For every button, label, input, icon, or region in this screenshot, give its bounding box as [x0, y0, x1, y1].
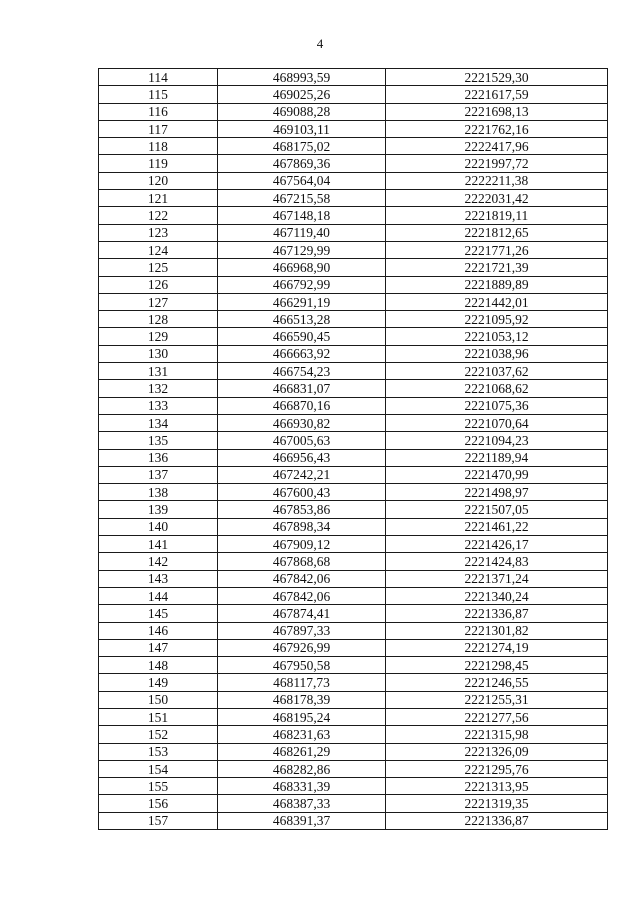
x-coordinate-cell: 467853,86 — [218, 501, 386, 518]
x-coordinate-cell: 466513,28 — [218, 311, 386, 328]
x-coordinate-cell: 467842,06 — [218, 570, 386, 587]
x-coordinate-cell: 466291,19 — [218, 293, 386, 310]
y-coordinate-cell: 2221498,97 — [386, 484, 608, 501]
table-row — [99, 812, 608, 829]
y-coordinate-cell: 2221461,22 — [386, 518, 608, 535]
point-number-cell: 134 — [99, 414, 218, 431]
point-number-cell: 114 — [99, 69, 218, 86]
y-coordinate-cell: 2221771,26 — [386, 241, 608, 258]
table-row — [99, 795, 608, 812]
table-row — [99, 587, 608, 604]
table-row — [99, 708, 608, 725]
point-number-cell: 152 — [99, 726, 218, 743]
x-coordinate-cell: 467897,33 — [218, 622, 386, 639]
y-coordinate-cell: 2221095,92 — [386, 311, 608, 328]
x-coordinate-cell: 468231,63 — [218, 726, 386, 743]
point-number-cell: 143 — [99, 570, 218, 587]
point-number-cell: 155 — [99, 778, 218, 795]
table-row — [99, 726, 608, 743]
point-number-cell: 133 — [99, 397, 218, 414]
point-number-cell: 142 — [99, 553, 218, 570]
table-row — [99, 86, 608, 103]
point-number-cell: 151 — [99, 708, 218, 725]
y-coordinate-cell: 2221315,98 — [386, 726, 608, 743]
point-number-cell: 141 — [99, 536, 218, 553]
point-number-cell: 115 — [99, 86, 218, 103]
x-coordinate-cell: 467005,63 — [218, 432, 386, 449]
table-row — [99, 259, 608, 276]
table-row — [99, 69, 608, 86]
table-row — [99, 397, 608, 414]
x-coordinate-cell: 467898,34 — [218, 518, 386, 535]
point-number-cell: 132 — [99, 380, 218, 397]
table-row — [99, 760, 608, 777]
table-row — [99, 328, 608, 345]
y-coordinate-cell: 2221424,83 — [386, 553, 608, 570]
point-number-cell: 124 — [99, 241, 218, 258]
table-row — [99, 190, 608, 207]
x-coordinate-cell: 467874,41 — [218, 605, 386, 622]
point-number-cell: 130 — [99, 345, 218, 362]
table-row — [99, 414, 608, 431]
y-coordinate-cell: 2221371,24 — [386, 570, 608, 587]
table-row — [99, 691, 608, 708]
table-row — [99, 536, 608, 553]
x-coordinate-cell: 467242,21 — [218, 466, 386, 483]
x-coordinate-cell: 467129,99 — [218, 241, 386, 258]
x-coordinate-cell: 467564,04 — [218, 172, 386, 189]
y-coordinate-cell: 2221889,89 — [386, 276, 608, 293]
y-coordinate-cell: 2221255,31 — [386, 691, 608, 708]
x-coordinate-cell: 468391,37 — [218, 812, 386, 829]
table-row — [99, 518, 608, 535]
table-row — [99, 432, 608, 449]
x-coordinate-cell: 467842,06 — [218, 587, 386, 604]
table-row — [99, 103, 608, 120]
y-coordinate-cell: 2221812,65 — [386, 224, 608, 241]
coordinates-table — [98, 68, 608, 830]
point-number-cell: 117 — [99, 120, 218, 137]
table-row — [99, 639, 608, 656]
x-coordinate-cell: 467869,36 — [218, 155, 386, 172]
table-row — [99, 276, 608, 293]
y-coordinate-cell: 2221762,16 — [386, 120, 608, 137]
y-coordinate-cell: 2221426,17 — [386, 536, 608, 553]
table-row — [99, 449, 608, 466]
y-coordinate-cell: 2221470,99 — [386, 466, 608, 483]
table-row — [99, 311, 608, 328]
y-coordinate-cell: 2221246,55 — [386, 674, 608, 691]
y-coordinate-cell: 2221274,19 — [386, 639, 608, 656]
y-coordinate-cell: 2221529,30 — [386, 69, 608, 86]
point-number-cell: 138 — [99, 484, 218, 501]
x-coordinate-cell: 467950,58 — [218, 657, 386, 674]
x-coordinate-cell: 466870,16 — [218, 397, 386, 414]
point-number-cell: 116 — [99, 103, 218, 120]
x-coordinate-cell: 467926,99 — [218, 639, 386, 656]
point-number-cell: 146 — [99, 622, 218, 639]
point-number-cell: 147 — [99, 639, 218, 656]
y-coordinate-cell: 2221295,76 — [386, 760, 608, 777]
point-number-cell: 145 — [99, 605, 218, 622]
point-number-cell: 122 — [99, 207, 218, 224]
table-row — [99, 138, 608, 155]
x-coordinate-cell: 467909,12 — [218, 536, 386, 553]
point-number-cell: 136 — [99, 449, 218, 466]
table-row — [99, 743, 608, 760]
y-coordinate-cell: 2221340,24 — [386, 587, 608, 604]
point-number-cell: 137 — [99, 466, 218, 483]
table-row — [99, 622, 608, 639]
table-row — [99, 241, 608, 258]
x-coordinate-cell: 469103,11 — [218, 120, 386, 137]
table-row — [99, 224, 608, 241]
x-coordinate-cell: 466956,43 — [218, 449, 386, 466]
x-coordinate-cell: 468175,02 — [218, 138, 386, 155]
table-row — [99, 501, 608, 518]
point-number-cell: 119 — [99, 155, 218, 172]
y-coordinate-cell: 2221298,45 — [386, 657, 608, 674]
point-number-cell: 157 — [99, 812, 218, 829]
x-coordinate-cell: 469025,26 — [218, 86, 386, 103]
y-coordinate-cell: 2221336,87 — [386, 812, 608, 829]
y-coordinate-cell: 2221075,36 — [386, 397, 608, 414]
y-coordinate-cell: 2221819,11 — [386, 207, 608, 224]
x-coordinate-cell: 469088,28 — [218, 103, 386, 120]
table-row — [99, 605, 608, 622]
y-coordinate-cell: 2222417,96 — [386, 138, 608, 155]
table-row — [99, 207, 608, 224]
x-coordinate-cell: 467215,58 — [218, 190, 386, 207]
table-row — [99, 570, 608, 587]
table-row — [99, 553, 608, 570]
point-number-cell: 154 — [99, 760, 218, 777]
y-coordinate-cell: 2221319,35 — [386, 795, 608, 812]
point-number-cell: 123 — [99, 224, 218, 241]
point-number-cell: 156 — [99, 795, 218, 812]
table-row — [99, 484, 608, 501]
point-number-cell: 131 — [99, 363, 218, 380]
x-coordinate-cell: 466663,92 — [218, 345, 386, 362]
point-number-cell: 118 — [99, 138, 218, 155]
point-number-cell: 129 — [99, 328, 218, 345]
table-row — [99, 466, 608, 483]
x-coordinate-cell: 468331,39 — [218, 778, 386, 795]
point-number-cell: 149 — [99, 674, 218, 691]
point-number-cell: 144 — [99, 587, 218, 604]
y-coordinate-cell: 2221068,62 — [386, 380, 608, 397]
x-coordinate-cell: 466968,90 — [218, 259, 386, 276]
x-coordinate-cell: 466590,45 — [218, 328, 386, 345]
table-row — [99, 778, 608, 795]
x-coordinate-cell: 468993,59 — [218, 69, 386, 86]
x-coordinate-cell: 466831,07 — [218, 380, 386, 397]
y-coordinate-cell: 2221053,12 — [386, 328, 608, 345]
y-coordinate-cell: 2222211,38 — [386, 172, 608, 189]
x-coordinate-cell: 468387,33 — [218, 795, 386, 812]
point-number-cell: 127 — [99, 293, 218, 310]
y-coordinate-cell: 2221277,56 — [386, 708, 608, 725]
y-coordinate-cell: 2221698,13 — [386, 103, 608, 120]
y-coordinate-cell: 2221507,05 — [386, 501, 608, 518]
page-number: 4 — [316, 36, 324, 51]
y-coordinate-cell: 2221070,64 — [386, 414, 608, 431]
point-number-cell: 125 — [99, 259, 218, 276]
x-coordinate-cell: 467148,18 — [218, 207, 386, 224]
point-number-cell: 121 — [99, 190, 218, 207]
point-number-cell: 148 — [99, 657, 218, 674]
y-coordinate-cell: 2221038,96 — [386, 345, 608, 362]
table-row — [99, 657, 608, 674]
point-number-cell: 135 — [99, 432, 218, 449]
y-coordinate-cell: 2221189,94 — [386, 449, 608, 466]
y-coordinate-cell: 2221094,23 — [386, 432, 608, 449]
point-number-cell: 153 — [99, 743, 218, 760]
x-coordinate-cell: 467600,43 — [218, 484, 386, 501]
table-row — [99, 120, 608, 137]
table-row — [99, 380, 608, 397]
table-row — [99, 345, 608, 362]
y-coordinate-cell: 2221336,87 — [386, 605, 608, 622]
y-coordinate-cell: 2222031,42 — [386, 190, 608, 207]
point-number-cell: 128 — [99, 311, 218, 328]
x-coordinate-cell: 467868,68 — [218, 553, 386, 570]
y-coordinate-cell: 2221037,62 — [386, 363, 608, 380]
y-coordinate-cell: 2221617,59 — [386, 86, 608, 103]
point-number-cell: 140 — [99, 518, 218, 535]
x-coordinate-cell: 466792,99 — [218, 276, 386, 293]
table-row — [99, 293, 608, 310]
point-number-cell: 120 — [99, 172, 218, 189]
table-row — [99, 363, 608, 380]
coordinates-table-body — [99, 69, 608, 830]
x-coordinate-cell: 468178,39 — [218, 691, 386, 708]
y-coordinate-cell: 2221313,95 — [386, 778, 608, 795]
x-coordinate-cell: 466930,82 — [218, 414, 386, 431]
point-number-cell: 139 — [99, 501, 218, 518]
point-number-cell: 126 — [99, 276, 218, 293]
x-coordinate-cell: 468117,73 — [218, 674, 386, 691]
y-coordinate-cell: 2221301,82 — [386, 622, 608, 639]
x-coordinate-cell: 468261,29 — [218, 743, 386, 760]
x-coordinate-cell: 466754,23 — [218, 363, 386, 380]
x-coordinate-cell: 467119,40 — [218, 224, 386, 241]
table-row — [99, 155, 608, 172]
y-coordinate-cell: 2221721,39 — [386, 259, 608, 276]
y-coordinate-cell: 2221997,72 — [386, 155, 608, 172]
x-coordinate-cell: 468195,24 — [218, 708, 386, 725]
point-number-cell: 150 — [99, 691, 218, 708]
y-coordinate-cell: 2221326,09 — [386, 743, 608, 760]
table-row — [99, 172, 608, 189]
x-coordinate-cell: 468282,86 — [218, 760, 386, 777]
table-row — [99, 674, 608, 691]
y-coordinate-cell: 2221442,01 — [386, 293, 608, 310]
